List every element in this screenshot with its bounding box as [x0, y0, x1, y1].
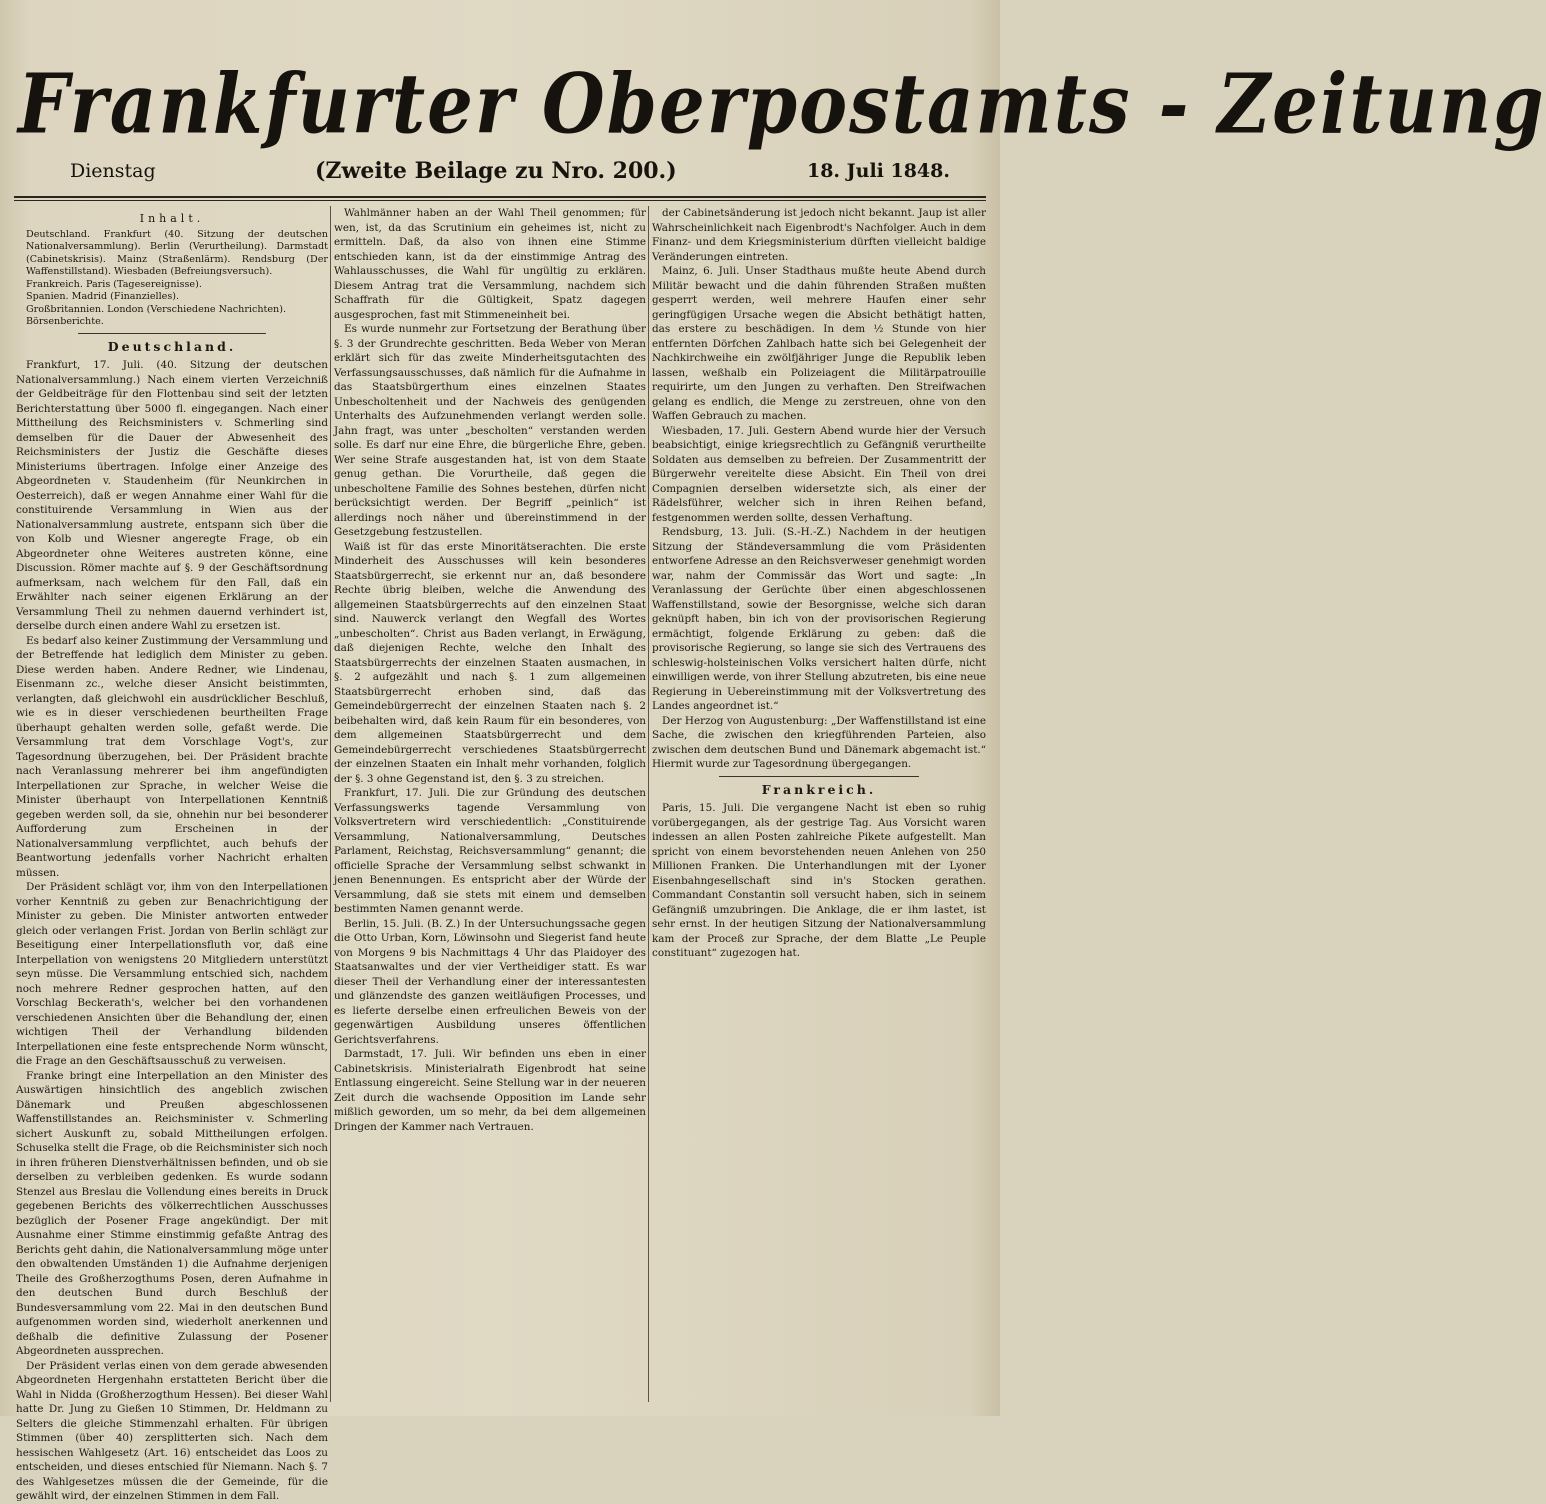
article-paragraph: Wahlmänner haben an der Wahl Theil genommen; für wen, ist, da das Scrutinium ein geheimes ist, nicht zu ermitteln. Daß, da also von ihnen eine Stimme entschieden kann, ist da der einstimmige Antrag des Wahlausschusses, die Wahl für ungültig zu erklären. Diesem Antrag trat die Versammlung, nachdem sich Schaffrath für die Gültigkeit, Spatz dagegen ausgesprochen, fast mit Stimmeneinheit bei.: [334, 207, 646, 321]
article-paragraph: Der Präsident verlas einen von dem gerade abwesenden Abgeordneten Hergenhahn erstatteten Bericht über die Wahl in Nidda (Großherzogthum Hessen). Bei dieser Wahl hatte Dr. Jung zu Gießen 10 Stimmen, Dr. Heldmann zu Selters die gleiche Stimmenzahl erhalten. Für übrigen Stimmen (über 40) zersplitterten sich. Nach dem hessischen Wahlgesetz (Art. 16) entscheidet das Loos zu entscheiden, und dieses entschied für Niemann. Nach §. 7 des Wahlgesetzes müssen die der Gemeinde, für die gewählt wird, der einzelnen Stimmen in dem Fall.: [16, 1359, 328, 1502]
article-paragraph: Der Herzog von Augustenburg: „Der Waffenstillstand ist eine Sache, die zwischen den kriegführenden Parteien, also zwischen dem deutschen Bund und Dänemark abgemacht ist.“ Hiermit wurde zur Tagesordnung übergegangen.: [652, 714, 986, 770]
toc-heading: Inhalt.: [139, 212, 205, 225]
header-rule-bottom: [14, 200, 986, 201]
column-3: [652, 206, 986, 1406]
column-1: [16, 206, 328, 1502]
article-paragraph: Waiß ist für das erste Minoritätserachten. Die erste Minderheit des Ausschusses will kein besonderes Staatsbürgerrecht, sie erkennt nur an, daß besondere Rechte übrig bleiben, welche die Anwendung des allgemeinen Staatsbürgerrechts auf den einzelnen Staat sind. Nauwerck verlangt den Wegfall des Wortes „unbescholten“. Christ aus Baden verlangt, in Erwägung, daß diejenigen Rechte, welche den Inhalt des Staatsbürgerrechts der einzelnen Staaten ausmachen, in §. 2 aufgezählt und nach §. 1 zum allgemeinen Staatsbürgerrecht erhoben sind, daß das Gemeindebürgerrecht der einzelnen Staaten nach §. 2 beibehalten wird, daß kein Raum für ein besonderes, von dem allgemeinen Staatsbürgerrecht und dem Gemeindebürgerrecht verschiedenes Staatsbürgerrecht der einzelnen Staaten ein Inhalt mehr vorhanden, folglich der §. 3 ohne Gegenstand ist, den §. 3 zu streichen.: [334, 540, 646, 785]
section-heading-france: Frankreich.: [761, 781, 877, 797]
article-paragraph: Frankfurt, 17. Juli. (40. Sitzung der deutschen Nationalversammlung.) Nach einem vierten Verzeichniß der Geldbeiträge für den Flottenbau sind seit der letzten Berichterstattung über 5000 fl. eingegangen. Nach einer Mittheilung des Reichsministers v. Schmerling sind demselben für die Dauer der Abwesenheit des Reichsministers der Justiz die Geschäfte dieses Ministeriums übertragen. Infolge einer Anzeige des Abgeordneten v. Staudenheim (für Neunkirchen in Oesterreich), daß er wegen Annahme einer Wahl für die constituirende Versammlung in Wien aus der Nationalversammlung austrete, entspann sich über die von Kolb und Wiesner angeregte Frage, ob ein Abgeordneter ohne Weiteres austreten könne, eine Discussion. Römer machte auf §. 9 der Geschäftsordnung aufmerksam, nach welchem für den Fall, daß ein Erwählter nach seiner eigenen Erklärung an der Versammlung Theil zu nehmen dauernd verhindert ist, derselbe durch einen andere Wahl zu ersetzen ist.: [16, 359, 328, 632]
article-paragraph: Es wurde nunmehr zur Fortsetzung der Berathung über §. 3 der Grundrechte geschritten. Beda Weber von Meran erklärt sich für das zweite Minderheitsgutachten des Verfassungsausschusses, daß nämlich für die Aufnahme in das Staatsbürgerthum eines einzelnen Staates Unbescholtenheit und der Nachweis des genügenden Unterhalts des Aufzunehmenden verlangt werden solle. Jahn fragt, was unter „bescholten“ verstanden werden solle. Es darf nur eine Ehre, die bürgerliche Ehre, geben. Wer seine Strafe ausgestanden hat, ist von dem Staate genug gethan. Die Vorurtheile, daß gegen die unbescholtene Familie des Sohnes bestehen, dürfen nicht berücksichtigt werden. Der Begriff „peinlich“ ist allerdings noch näher und übereinstimmend in der Gesetzgebung festzustellen.: [334, 323, 646, 538]
column-2: [334, 206, 646, 1406]
masthead-supplement: (Zweite Beilage zu Nro. 200.): [315, 158, 677, 184]
toc-item: Frankreich. Paris (Tagesereignisse).: [26, 278, 202, 290]
article-paragraph: Darmstadt, 17. Juli. Wir befinden uns eben in einer Cabinetskrisis. Ministerialrath Eigenbrodt hat seine Entlassung eingereicht. Seine Stellung war in der neueren Zeit durch die wachsende Opposition im Lande sehr mißlich geworden, um so mehr, da bei dem allgemeinen Dringen der Kammer nach Vertrauen.: [334, 1048, 646, 1133]
section-heading-germany: Deutschland.: [107, 338, 237, 354]
article-paragraph: Rendsburg, 13. Juli. (S.-H.-Z.) Nachdem in der heutigen Sitzung der Ständeversammlung die vom Präsidenten entworfene Adresse an den Reichsverweser genehmigt worden war, nahm der Commissär das Wort und sagte: „In Veranlassung der Gerüchte über einen abgeschlossenen Waffenstillstand, sowie der Besorgnisse, welche sich daran geknüpft haben, bin ich von der provisorischen Regierung ermächtigt, folgende Erklärung zu geben: daß die provisorische Regierung, so lange sie sich des Vertrauens des schleswig-holsteinischen Volks versichert halten dürfe, nicht einwilligen werde, von ihrer Stellung abzutreten, bis eine neue Regierung in Uebereinstimmung mit der Volksvertretung des Landes angeordnet ist.“: [652, 526, 986, 712]
masthead-subline: [70, 158, 950, 190]
table-of-contents: [16, 212, 328, 329]
article-paragraph: Mainz, 6. Juli. Unser Stadthaus mußte heute Abend durch Militär bewacht und die dahin führenden Straßen mußten gesperrt werden, weil mehrere Haufen einer sehr geringfügigen Ursache wegen die Absicht bethätigt hatten, das erstere zu beschädigen. In dem ½ Stunde von hier entfernten Dörfchen Zahlbach hatte sich bei Gelegenheit der Nachkirchweihe ein zwölfjähriger Junge die Republik leben lassen, weßhalb ein Polizeiagent die Militärpatrouille requirirte, um den Jungen zu verhaften. Den Streifwachen gelang es endlich, die Menge zu zerstreuen, ohne von den Waffen Gebrauch zu machen.: [652, 265, 986, 422]
masthead-day: Dienstag: [70, 160, 156, 182]
article-paragraph: Paris, 15. Juli. Die vergangene Nacht ist eben so ruhig vorübergegangen, als der gestrige Tag. Aus Vorsicht waren indessen an allen Posten zahlreiche Pikete aufgestellt. Man spricht von einem bevorstehenden neuen Anlehen von 250 Millionen Franken. Die Unterhandlungen mit der Lyoner Eisenbahngesellschaft sind in's Stocken gerathen. Commandant Constantin soll versucht haben, sich in seinem Gefängniß umzubringen. Die Anklage, die er ihm lastet, ist sehr ernst. In der heutigen Sitzung der Nationalversammlung kam der Proceß zur Sprache, der dem Blatte „Le Peuple constituant“ zugezogen hat.: [652, 802, 986, 959]
article-paragraph: der Cabinetsänderung ist jedoch nicht bekannt. Jaup ist aller Wahrscheinlichkeit nach Eigenbrodt's Nachfolger. Auch in dem Finanz- und dem Kriegsministerium dürften vielleicht baldige Veränderungen eintreten.: [652, 207, 986, 263]
section-rule: [78, 333, 265, 334]
article-paragraph: Der Präsident schlägt vor, ihm von den Interpellationen vorher Kenntniß zu geben zur Benachrichtigung der Minister zu geben. Die Minister antworten entweder gleich oder verlangen Frist. Jordan von Berlin schlägt zur Beseitigung einer Interpellationsfluth vor, daß eine Interpellation von wenigstens 20 Mitgliedern unterstützt seyn müsse. Die Versammlung entschied sich, nachdem noch mehrere Redner gesprochen hatten, auf den Vorschlag Beckerath's, welcher bei den vorhandenen verschiedenen Ansichten über die Behandlung der, einen wichtigen Theil der Verhandlung bildenden Interpellationen eine feste entsprechende Norm wünscht, die Frage an den Geschäftsausschuß zu verweisen.: [16, 881, 328, 1067]
article-paragraph: Wiesbaden, 17. Juli. Gestern Abend wurde hier der Versuch beabsichtigt, einige kriegsrechtlich zu Gefängniß verurtheilte Soldaten aus demselben zu befreien. Der Zusammentritt der Bürgerwehr vereitelte diese Absicht. Ein Theil von drei Compagnien derselben widersetzte sich, als einer der Rädelsführer, welcher sich in ihren Reihen befand, festgenommen werden sollte, dessen Verhaftung.: [652, 424, 986, 524]
masthead-title: Frankfurter Oberpostamts - Zeitung: [18, 54, 1546, 153]
article-paragraph: Franke bringt eine Interpellation an den Minister des Auswärtigen hinsichtlich des angeblich zwischen Dänemark und Preußen abgeschlossenen Waffenstillstandes an. Reichsminister v. Schmerling sichert Auskunft zu, sobald Mittheilungen erfolgen. Schuselka stellt die Frage, ob die Reichsminister sich noch in ihren früheren Dienstverhältnissen befinden, und ob sie derselben zu verbleiben gedenken. Es wurde sodann Stenzel aus Breslau die Vollendung eines bereits in Druck gegebenen Berichts des völkerrechtlichen Ausschusses bezüglich der Posener Frage angekündigt. Der mit Ausnahme einer Stimme einstimmig gefaßte Antrag des Berichts geht dahin, die Nationalversammlung möge unter den obwaltenden Umständen 1) die Aufnahme derjenigen Theile des Großherzogthums Posen, deren Aufnahme in den deutschen Bund durch Beschluß der Bundesversammlung vom 22. Mai in den deutschen Bund aufgenommen worden sind, wiederholt anerkennen und deßhalb die definitive Zulassung der Posener Abgeordneten aussprechen.: [16, 1069, 328, 1357]
toc-item: Börsenberichte.: [26, 316, 104, 327]
column-divider-1: [330, 206, 331, 1402]
article-paragraph: Es bedarf also keiner Zustimmung der Versammlung und der Betreffende hat lediglich dem Minister zu geben. Diese werden haben. Andere Redner, wie Lindenau, Eisenmann zc., welche dieser Ansicht beistimmten, verlangten, daß gleichwohl ein ausdrücklicher Beschluß, wie es in dieser verschiedenen beurtheilten Frage überhaupt gehalten werden solle, gefaßt werde. Die Versammlung trat dem Vorschlage Vogt's, zur Tagesordnung überzugehen, bei. Der Präsident brachte nach Veranlassung mehrerer bei ihm angefündigten Interpellationen zur Sprache, in welcher Weise die Minister überhaupt von Interpellationen Kenntniß gegeben werden soll, da sie, ohnehin nur bei besonderer Aufforderung zum Erscheinen in der Nationalversammlung verpflichtet, auch behufs der Beantwortung jedenfalls vorher Nachricht erhalten müssen.: [16, 634, 328, 879]
toc-item: Spanien. Madrid (Finanzielles).: [26, 291, 180, 302]
article-paragraph: Frankfurt, 17. Juli. Die zur Gründung des deutschen Verfassungswerks tagende Versammlung von Volksvertretern wird verschiedentlich: „Constituirende Versammlung, Nationalversammlung, Deutsches Parlament, Reichstag, Reichsversammlung“ genannt; die officielle Sprache der Versammlung selbst schwankt in jenen Benennungen. Es entspricht aber der Würde der Versammlung, daß sie stets mit einem und demselben bestimmten Namen genannt werde.: [334, 787, 646, 915]
toc-item: Deutschland. Frankfurt (40. Sitzung der deutschen Nationalversammlung). Berlin (Verurtheilung). Darmstadt (Cabinetskrisis). Mainz (Straßenlärm). Rendsburg (Der Waffenstillstand). Wiesbaden (Befreiungsversuch).: [26, 228, 328, 277]
toc-item: Großbritannien. London (Verschiedene Nachrichten).: [26, 303, 287, 315]
section-rule: [719, 776, 919, 777]
masthead-date: 18. Juli 1848.: [806, 160, 950, 182]
article-paragraph: Berlin, 15. Juli. (B. Z.) In der Untersuchungssache gegen die Otto Urban, Korn, Löwinsohn und Siegerist fand heute von Morgens 9 bis Nachmittags 4 Uhr das Plaidoyer des Staatsanwaltes und der vier Vertheidiger statt. Es war dieser Theil der Verhandlung einer der interessantesten und glänzendste des ganzen weitläufigen Processes, und es lieferte derselbe einen erfreulichen Beweis von der gegenwärtigen Ausbildung unseres öffentlichen Gerichtsverfahrens.: [334, 917, 646, 1046]
column-divider-2: [648, 206, 649, 1402]
header-rule-top: [14, 196, 986, 198]
